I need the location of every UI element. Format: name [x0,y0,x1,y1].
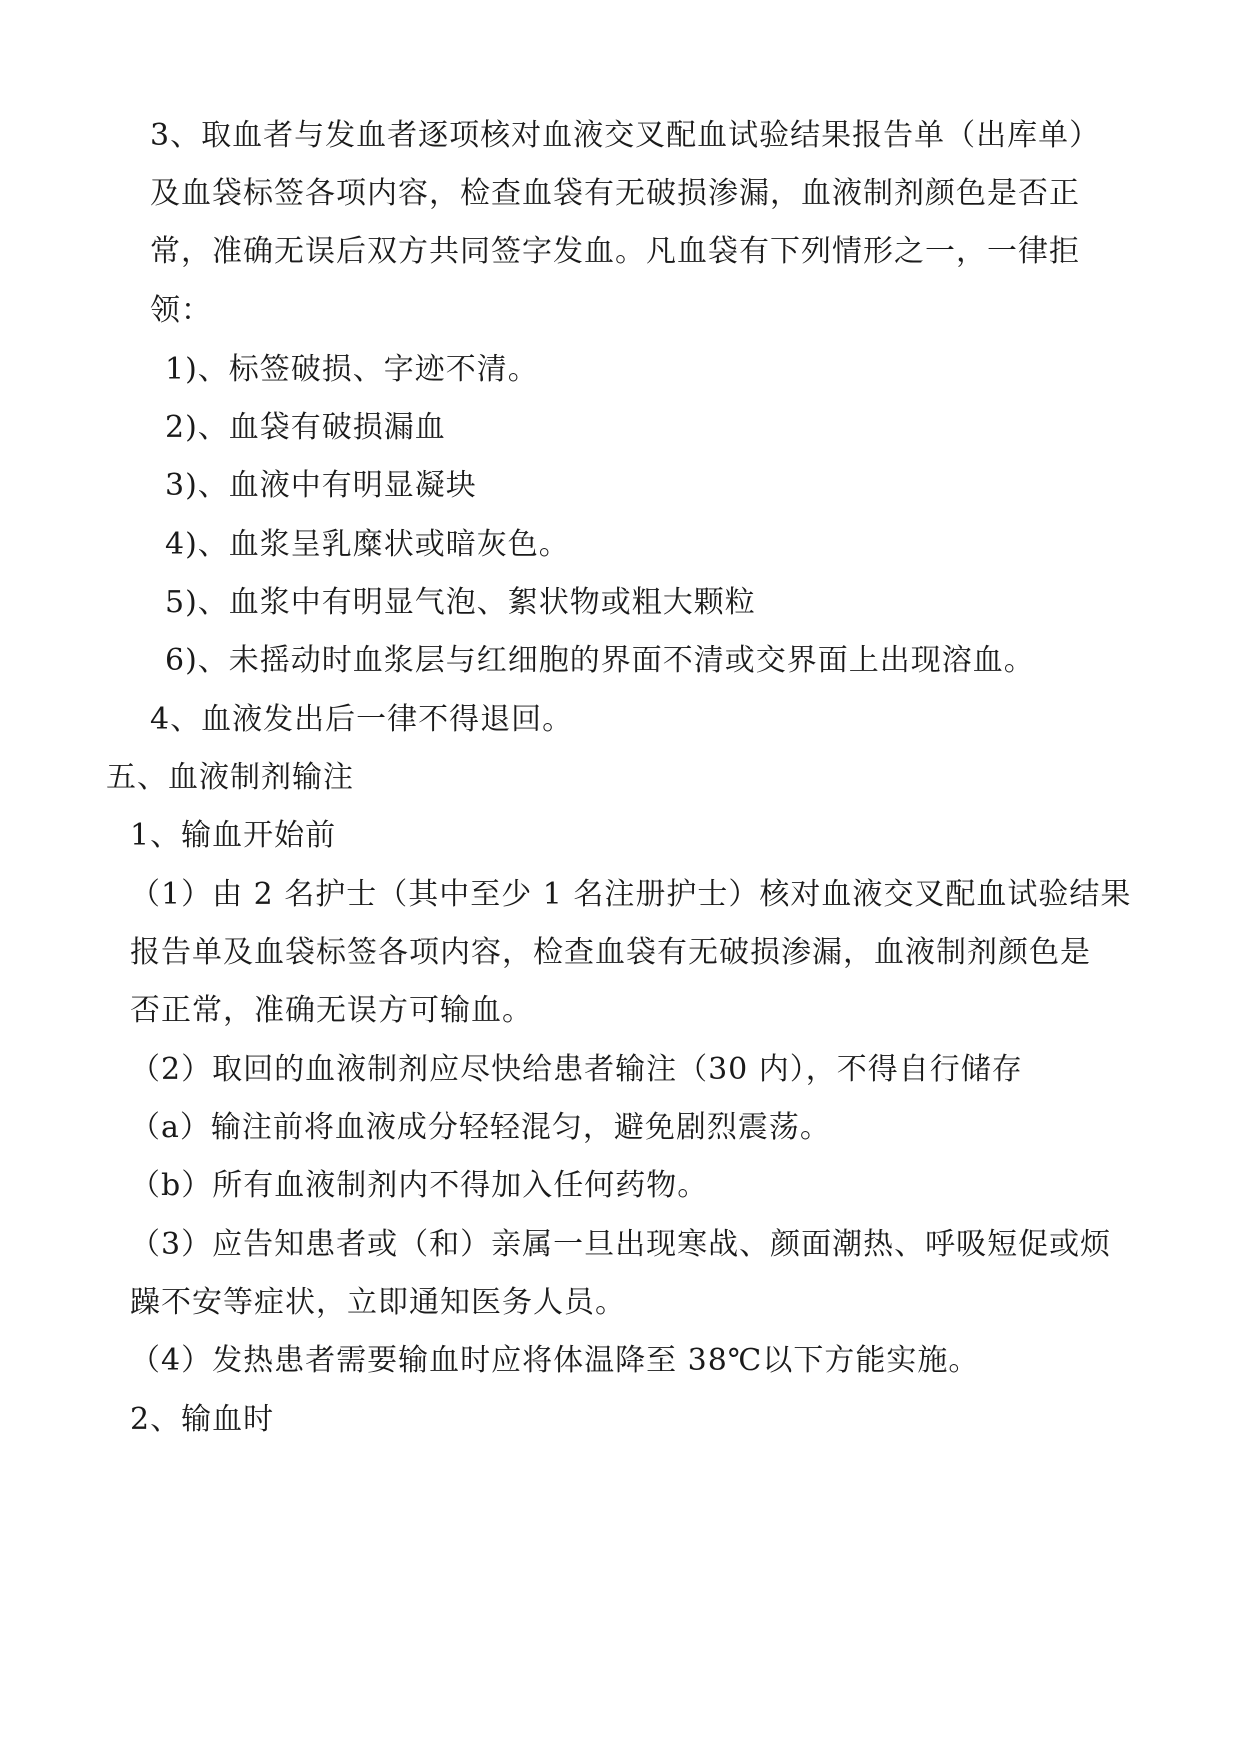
section-heading-5: 五、血液制剂输注 [106,760,354,795]
subsection-heading-1: 1、输血开始前 [130,818,337,853]
text-line-1-1: （1）由 2 名护士（其中至少 1 名注册护士）核对血液交叉配血试验结果 [130,877,1132,912]
text-line-1-2-b: （b）所有血液制剂内不得加入任何药物。 [130,1168,709,1203]
text-line-1-2: （2）取回的血液制剂应尽快给患者输注（30 内），不得自行储存 [130,1052,1023,1087]
text-line-1-3-cont: 躁不安等症状，立即通知医务人员。 [130,1285,626,1320]
list-item-3: 3)、血液中有明显凝块 [165,468,477,503]
text-line-1-1-cont-1: 报告单及血袋标签各项内容，检查血袋有无破损渗漏，血液制剂颜色是 [130,935,1091,970]
text-line-3-item: 3、取血者与发血者逐项核对血液交叉配血试验结果报告单（出库单） [150,118,1101,153]
list-item-2: 2)、血袋有破损漏血 [165,410,446,445]
text-line-1-2-a: （a）输注前将血液成分轻轻混匀，避免剧烈震荡。 [130,1110,831,1145]
subsection-heading-2: 2、输血时 [130,1402,275,1437]
text-line-1-4: （4）发热患者需要输血时应将体温降至 38℃以下方能实施。 [130,1343,980,1378]
text-line-4-item: 4、血液发出后一律不得退回。 [150,702,574,737]
text-line-3-cont-1: 及血袋标签各项内容，检查血袋有无破损渗漏，血液制剂颜色是否正 [150,176,1080,211]
list-item-1: 1)、标签破损、字迹不清。 [165,352,539,387]
text-line-1-1-cont-2: 否正常，准确无误方可输血。 [130,993,533,1028]
list-item-6: 6)、未摇动时血浆层与红细胞的界面不清或交界面上出现溶血。 [165,643,1035,678]
list-item-4: 4)、血浆呈乳糜状或暗灰色。 [165,527,570,562]
text-line-1-3: （3）应告知患者或（和）亲属一旦出现寒战、颜面潮热、呼吸短促或烦 [130,1227,1112,1262]
list-item-5: 5)、血浆中有明显气泡、絮状物或粗大颗粒 [165,585,756,620]
text-line-3-cont-2: 常，准确无误后双方共同签字发血。凡血袋有下列情形之一，一律拒 [150,234,1080,269]
text-line-3-cont-3: 领： [150,293,212,328]
